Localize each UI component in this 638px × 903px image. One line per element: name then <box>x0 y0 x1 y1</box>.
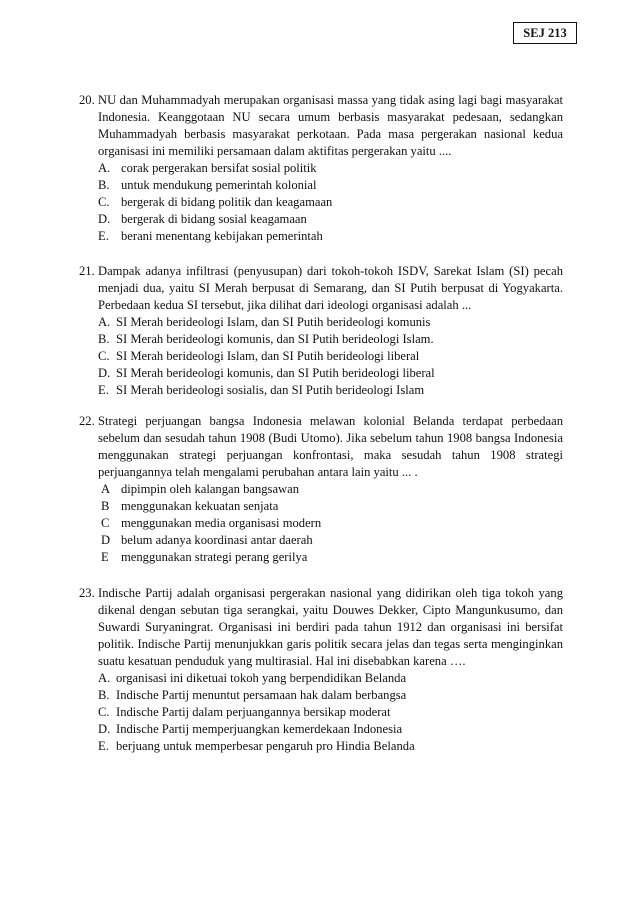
option-text: Indische Partij memperjuangkan kemerdekaan Indonesia <box>116 722 403 736</box>
option-letter: D. <box>98 722 111 736</box>
option-list <box>98 314 563 399</box>
option-text: organisasi ini diketuai tokoh yang berpendidikan Belanda <box>116 671 407 685</box>
option-letter: E. <box>98 739 109 753</box>
option-d <box>98 721 563 738</box>
option-c <box>98 515 563 532</box>
option-text: menggunakan kekuatan senjata <box>121 499 279 513</box>
option-c <box>98 704 563 721</box>
option-b <box>98 177 563 194</box>
option-letter: B. <box>98 688 110 702</box>
option-text: berani menentang kebijakan pemerintah <box>121 229 323 243</box>
question-22 <box>79 413 563 566</box>
question-text: Indische Partij adalah organisasi pergerakan nasional yang didirikan oleh tiga tokoh yang dikenal dengan sebutan tiga serangkai, yaitu Douwes Dekker, Cipto Mangunkusumo, dan Suwardi Suryaningrat. Organisasi ini berdiri pada tahun 1912 dan organisasi ini bersifat politik. Indische Partij menunjukkan garis politik secara jelas dan tegas serta menginginkan suatu kesatuan penduduk yang multirasial. Hal ini disebabkan karena …. <box>98 586 563 668</box>
option-letter: E. <box>98 383 109 397</box>
option-e <box>98 228 563 245</box>
option-letter: C. <box>98 195 110 209</box>
question-number: 20. <box>79 93 95 107</box>
option-e <box>98 382 563 399</box>
option-text: belum adanya koordinasi antar daerah <box>121 533 313 547</box>
option-text: bergerak di bidang sosial keagamaan <box>121 212 307 226</box>
page-code-box: SEJ 213 <box>513 22 577 44</box>
option-text: SI Merah berideologi komunis, dan SI Putih berideologi liberal <box>116 366 435 380</box>
option-c <box>98 194 563 211</box>
option-e <box>98 738 563 755</box>
option-text: untuk mendukung pemerintah kolonial <box>121 178 317 192</box>
option-list <box>98 670 563 755</box>
option-letter: A. <box>98 161 111 175</box>
option-d <box>98 532 563 549</box>
option-list <box>98 481 563 566</box>
option-a <box>98 160 563 177</box>
option-c <box>98 348 563 365</box>
question-text: Dampak adanya infiltrasi (penyusupan) dari tokoh-tokoh ISDV, Sarekat Islam (SI) pecah menjadi dua, yaitu SI Merah berpusat di Semarang, dan SI Putih berpusat di Yogyakarta. Perbedaan kedua SI tersebut, jika dilihat dari ideologi organisasi adalah ... <box>98 264 563 312</box>
option-letter: E <box>101 550 109 564</box>
option-letter: D. <box>98 366 111 380</box>
question-23 <box>79 585 563 755</box>
option-text: SI Merah berideologi komunis, dan SI Putih berideologi Islam. <box>116 332 434 346</box>
option-letter: D <box>101 533 111 547</box>
option-letter: B. <box>98 178 110 192</box>
option-letter: C. <box>98 705 110 719</box>
option-d <box>98 365 563 382</box>
option-text: dipimpin oleh kalangan bangsawan <box>121 482 300 496</box>
option-text: SI Merah berideologi sosialis, dan SI Putih berideologi Islam <box>116 383 425 397</box>
question-text: NU dan Muhammadyah merupakan organisasi massa yang tidak asing lagi bagi masyarakat Indonesia. Keanggotaan NU secara umum berbasis masyarakat pedesaan, sedangkan Muhammadyah berbasis masyarakat perkotaan. Pada masa pergerakan nasional kedua organisasi ini memiliki persamaan dalam aktifitas pergerakan yaitu .... <box>98 93 563 158</box>
question-number: 21. <box>79 264 95 278</box>
option-d <box>98 211 563 228</box>
option-text: menggunakan strategi perang gerilya <box>121 550 308 564</box>
option-text: bergerak di bidang politik dan keagamaan <box>121 195 333 209</box>
option-text: menggunakan media organisasi modern <box>121 516 322 530</box>
question-20 <box>79 92 563 245</box>
option-a <box>98 314 563 331</box>
option-letter: A. <box>98 315 111 329</box>
question-text: Strategi perjuangan bangsa Indonesia melawan kolonial Belanda terdapat perbedaan sebelum dan sesudah tahun 1908 (Budi Utomo). Jika sebelum tahun 1908 bangsa Indonesia menggunakan strategi perjuangan konfrontasi, maka sesudah tahun 1908 strategi perjuangannya telah mengalami perubahan antara lain yaitu ... . <box>98 414 563 479</box>
option-a <box>98 481 563 498</box>
question-number: 23. <box>79 586 95 600</box>
option-letter: D. <box>98 212 111 226</box>
option-letter: C. <box>98 349 110 363</box>
option-text: SI Merah berideologi Islam, dan SI Putih berideologi komunis <box>116 315 431 329</box>
option-letter: E. <box>98 229 109 243</box>
option-b <box>98 498 563 515</box>
option-letter: B. <box>98 332 110 346</box>
option-list <box>98 160 563 245</box>
option-e <box>98 549 563 566</box>
option-a <box>98 670 563 687</box>
option-letter: A <box>101 482 111 496</box>
option-text: berjuang untuk memperbesar pengaruh pro Hindia Belanda <box>116 739 415 753</box>
option-text: SI Merah berideologi Islam, dan SI Putih berideologi liberal <box>116 349 420 363</box>
option-text: corak pergerakan bersifat sosial politik <box>121 161 317 175</box>
option-letter: B <box>101 499 110 513</box>
option-letter: A. <box>98 671 111 685</box>
question-21 <box>79 263 563 399</box>
option-b <box>98 687 563 704</box>
question-number: 22. <box>79 414 95 428</box>
option-text: Indische Partij menuntut persamaan hak dalam berbangsa <box>116 688 407 702</box>
option-b <box>98 331 563 348</box>
option-letter: C <box>101 516 110 530</box>
option-text: Indische Partij dalam perjuangannya bersikap moderat <box>116 705 391 719</box>
